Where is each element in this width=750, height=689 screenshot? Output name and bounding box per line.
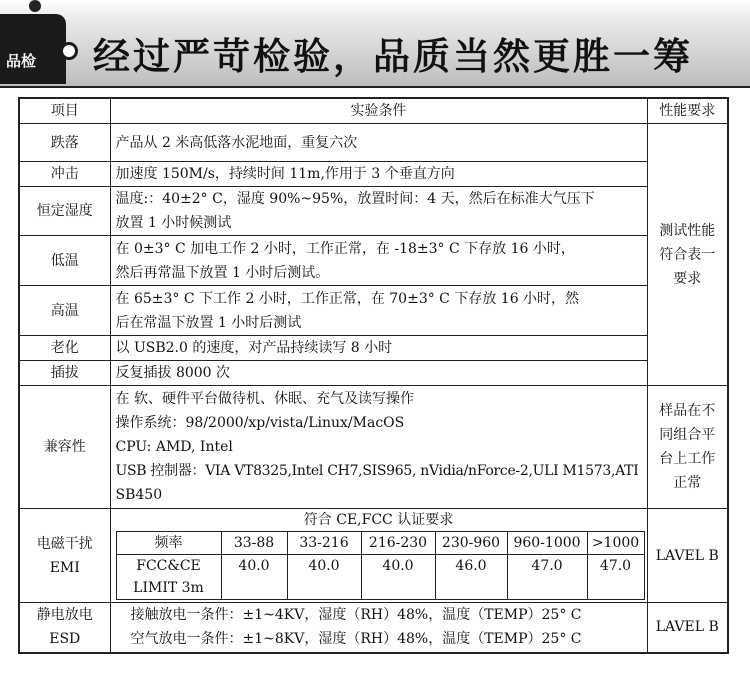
table-row	[19, 236, 728, 286]
spec-line: 在 软、硬件平台做待机、休眠、充气及读写操作	[115, 391, 414, 407]
item-emi	[19, 509, 110, 603]
spec-line: 反复插拔 8000 次	[115, 365, 231, 381]
limit-row	[116, 555, 644, 600]
limit-label	[116, 555, 221, 600]
header-condition: 实验条件	[110, 98, 647, 124]
table-row	[19, 336, 728, 361]
requirement-general	[647, 124, 728, 386]
requirement-line: 同组合平	[659, 427, 716, 443]
item-aging: 老化	[19, 336, 110, 361]
freq-row	[116, 532, 644, 555]
freq-cell: >1000	[587, 532, 644, 555]
table-row	[19, 386, 728, 509]
badge-label: 品检	[6, 52, 37, 70]
spec-line: 在 0±3° C 加电工作 2 小时，工作正常，在 -18±3° C 下存放 16 小时，	[115, 240, 575, 257]
item-compat: 兼容性	[19, 386, 110, 509]
header-item: 项目	[19, 98, 110, 124]
table-row	[19, 162, 728, 187]
freq-cell: 33-88	[221, 532, 287, 555]
table-row	[19, 603, 728, 653]
limit-cell: 40.0	[221, 555, 287, 600]
item-line: 电磁干扰	[36, 535, 93, 552]
item-line: ESD	[49, 631, 81, 648]
item-humidity: 恒定湿度	[19, 187, 110, 236]
table-row	[19, 361, 728, 386]
spec-line: 放置 1 小时候测试	[115, 215, 232, 231]
freq-cell: 960-1000	[507, 532, 587, 555]
limit-cell: 47.0	[587, 555, 644, 600]
spec-line: 加速度 150M/s，持续时间 11m,作用于 3 个垂直方向	[115, 166, 455, 182]
requirement-line: 正常	[673, 475, 702, 491]
spec-line: 产品从 2 米高低落水泥地面，重复六次	[115, 134, 358, 151]
item-line: EMI	[49, 559, 80, 576]
table-header-row	[19, 98, 728, 124]
table-row	[19, 286, 728, 336]
spec-line: 温度:：40±2° C，湿度 90%~95%，放置时间：4 天，然后在标准大气压下	[115, 191, 595, 207]
requirement-emi: LAVEL B	[647, 509, 728, 603]
limit-cell: 47.0	[507, 555, 587, 600]
freq-cell: 216-230	[361, 532, 435, 555]
limit-label-line: FCC&CE	[136, 558, 201, 574]
headline: 经过严苛检验，品质当然更胜一筹	[93, 35, 693, 78]
item-high-temp: 高温	[19, 286, 110, 336]
spec-line: 操作系统：98/2000/xp/vista/Linux/MacOS	[115, 415, 405, 431]
spec-line: 以 USB2.0 的速度，对产品持续读写 8 小时	[115, 340, 393, 356]
requirement-esd: LAVEL B	[647, 603, 728, 653]
spec-line: 然后再常温下放置 1 小时后测试。	[115, 264, 330, 281]
page-header	[0, 0, 750, 88]
limit-cell: 46.0	[435, 555, 507, 600]
test-spec-table	[18, 97, 729, 654]
spec-line: 空气放电一条件：±1~8KV，湿度（RH）48%，温度（TEMP）25° C	[130, 631, 582, 648]
pin-icon	[29, 0, 41, 12]
requirement-line: 要求	[673, 270, 702, 287]
item-low-temp: 低温	[19, 236, 110, 286]
limit-label-line: LIMIT 3m	[133, 580, 204, 596]
spec-line: CPU: AMD, Intel	[115, 439, 233, 455]
spec-line: 在 65±3° C 下工作 2 小时，工作正常，在 70±3° C 下存放 16 小时，然	[115, 290, 580, 307]
limit-cell: 40.0	[361, 555, 435, 600]
badge-dot-icon	[60, 42, 78, 60]
header-requirement: 性能要求	[647, 98, 728, 124]
requirement-compat	[647, 386, 728, 509]
item-line: 静电放电	[36, 607, 93, 624]
item-drop: 跌落	[19, 124, 110, 162]
badge	[0, 14, 66, 84]
spec-line: 接触放电一条件：±1~4KV，湿度（RH）48%，温度（TEMP）25° C	[130, 607, 582, 624]
table-row	[19, 509, 728, 603]
item-shock: 冲击	[19, 162, 110, 187]
table-row	[19, 124, 728, 162]
freq-cell: 33-216	[287, 532, 361, 555]
requirement-line: 台上工作	[659, 451, 716, 467]
requirement-line: 样品在不	[659, 403, 716, 419]
limit-cell: 40.0	[287, 555, 361, 600]
spec-line: 后在常温下放置 1 小时后测试	[115, 314, 302, 331]
emi-title: 符合 CE,FCC 认证要求	[303, 512, 454, 528]
spec-line: USB 控制器：VIA VT8325,Intel CH7,SIS965, nVidia/nForce-2,ULI M1573,ATI	[115, 463, 639, 479]
emi-limit-table	[116, 531, 645, 600]
freq-cell: 230-960	[435, 532, 507, 555]
requirement-line: 符合表一	[659, 246, 716, 263]
freq-label: 频率	[116, 532, 221, 555]
item-esd	[19, 603, 110, 653]
spec-line: SB450	[115, 487, 163, 503]
requirement-line: 测试性能	[659, 222, 716, 239]
table-row	[19, 187, 728, 236]
item-plug: 插拔	[19, 361, 110, 386]
